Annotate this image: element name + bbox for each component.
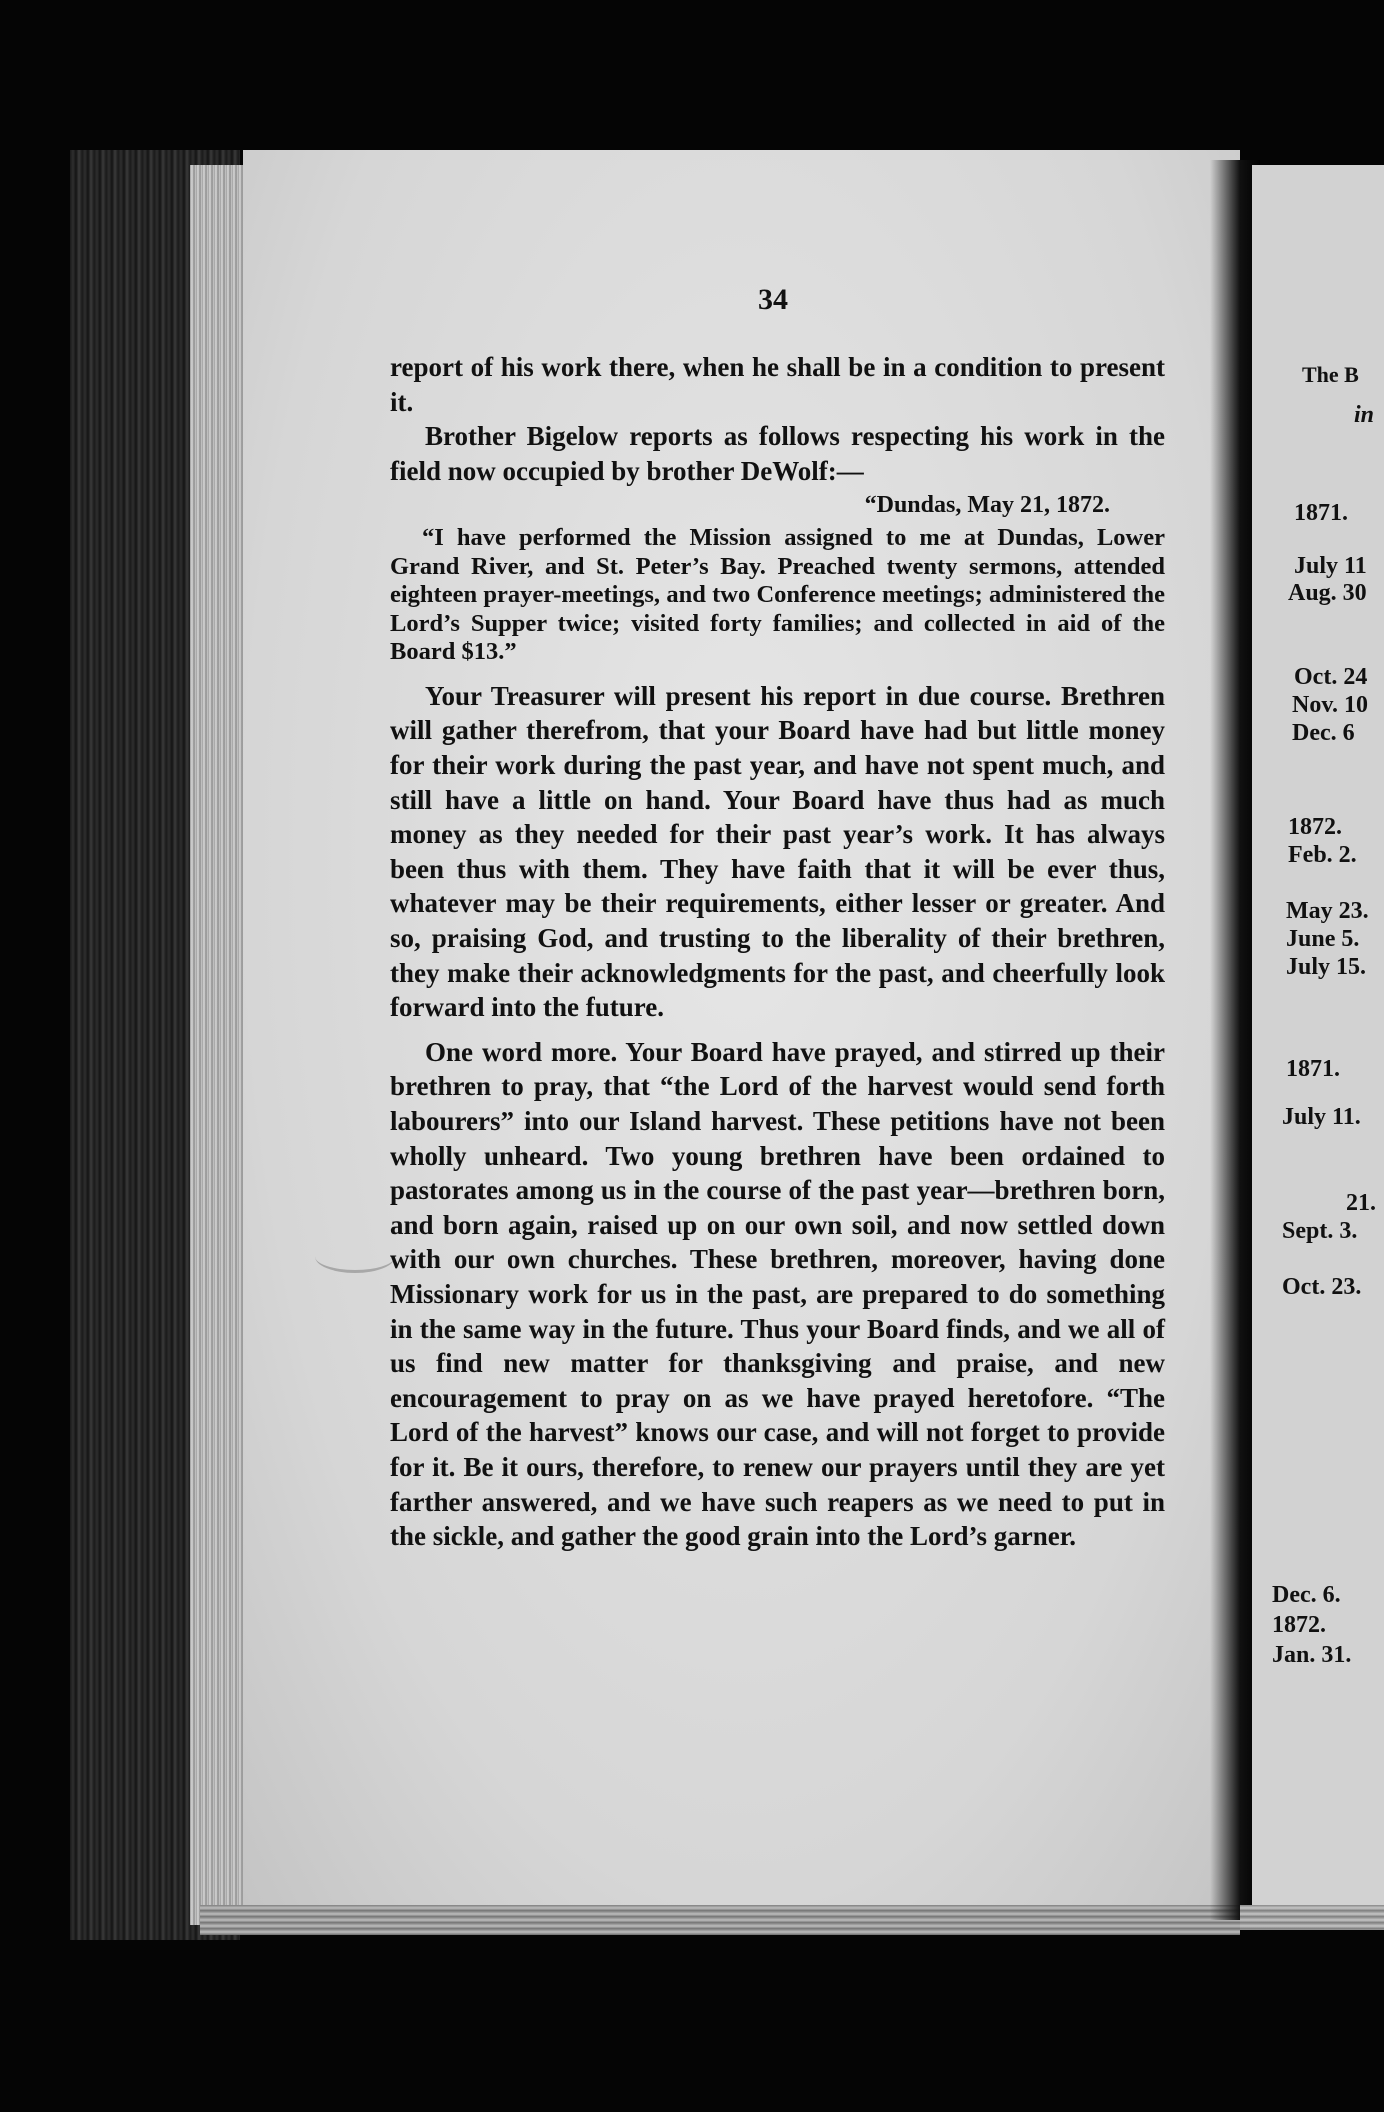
paragraph-one-word-more: One word more. Your Board have prayed, and stirred up their brethren to pray, that “the Lord of the harvest would send forth labourers” into our Island harvest. These petitions have not been wholly unheard. Two young brethren have been ordained to pastorates among us in the course of the past year—brethren born, and born again, raised up on our own soil, and now settled down with our own churches. These brethren, moreover, having done Missionary work for us in the past, are prepared to do something in the same way in the future. Thus your Board finds, and we all of us find new matter for thanksgiving and praise, and new encouragement to pray on as we have prayed heretofore. “The Lord of the harvest” knows our case, and will not forget to provide for it. Be it ours, therefore, to renew our prayers until they are yet farther answered, and we have such reapers as we need to put in the sickle, and gather the good grain into the Lord’s garner. xyxy=(390,1036,1165,1552)
facing-page-bottom-edge xyxy=(1240,1905,1384,1930)
facing-entry: 21. xyxy=(1346,1190,1376,1216)
facing-entry: 1872. xyxy=(1272,1612,1326,1638)
page-text-block xyxy=(390,350,1165,1554)
facing-entry: 1871. xyxy=(1294,500,1348,526)
paragraph-spacer xyxy=(390,1025,1165,1035)
paragraph-continuation: report of his work there, when he shall be in a condition to present it. xyxy=(390,352,1165,417)
letter-dateline: “Dundas, May 21, 1872. xyxy=(864,492,1110,519)
paragraph-bigelow-intro: Brother Bigelow reports as follows respecting his work in the field now occupied by brother DeWolf:— xyxy=(390,421,1165,486)
facing-heading: The B xyxy=(1302,362,1359,387)
facing-entry: Feb. 2. xyxy=(1288,842,1357,868)
facing-entry: June 5. xyxy=(1286,926,1360,952)
facing-entry: Nov. 10 xyxy=(1292,692,1369,718)
facing-entry: Dec. 6 xyxy=(1292,720,1355,746)
facing-entry: 1872. xyxy=(1288,814,1342,840)
page-edges xyxy=(190,165,250,1925)
facing-entry: Aug. 30 xyxy=(1288,580,1367,606)
facing-entry: Sept. 3. xyxy=(1282,1218,1358,1244)
facing-entry: July 11. xyxy=(1282,1104,1361,1130)
quoted-letter: “I have performed the Mission assigned to me at Dundas, Lower Grand River, and St. Peter’s Bay. Preached twenty sermons, attended eighteen prayer-meetings, and two Conference meetings; administered the Lord’s Supper twice; visited forty families; and collected in aid of the Board $13.” xyxy=(390,524,1165,666)
paragraph-treasurer: Your Treasurer will present his report in due course. Brethren will gather therefrom, that your Board have had but little money for their work during the past year, and have not spent much, and still have a little on hand. Your Board have thus had as much money as they needed for their past year’s work. It has always been thus with them. They have faith that it will be ever thus, whatever may be their requirements, either lesser or greater. And so, praising God, and trusting to the liberality of their brethren, they make their acknowledgments for the past, and cheerfully look forward into the future. xyxy=(390,680,1165,1023)
facing-entry: 1871. xyxy=(1286,1056,1340,1082)
facing-subheading: in xyxy=(1354,402,1375,428)
page-stain xyxy=(315,1240,395,1273)
page-bottom-edge xyxy=(200,1905,1240,1935)
facing-entry: Dec. 6. xyxy=(1272,1582,1341,1608)
facing-entry: May 23. xyxy=(1286,898,1369,924)
facing-entry: Oct. 24 xyxy=(1294,664,1368,690)
facing-entry: July 11 xyxy=(1294,553,1367,579)
page-number: 34 xyxy=(758,283,788,316)
facing-entry: Oct. 23. xyxy=(1282,1274,1362,1300)
facing-entry: Jan. 31. xyxy=(1272,1642,1352,1668)
facing-entry: July 15. xyxy=(1286,954,1367,980)
